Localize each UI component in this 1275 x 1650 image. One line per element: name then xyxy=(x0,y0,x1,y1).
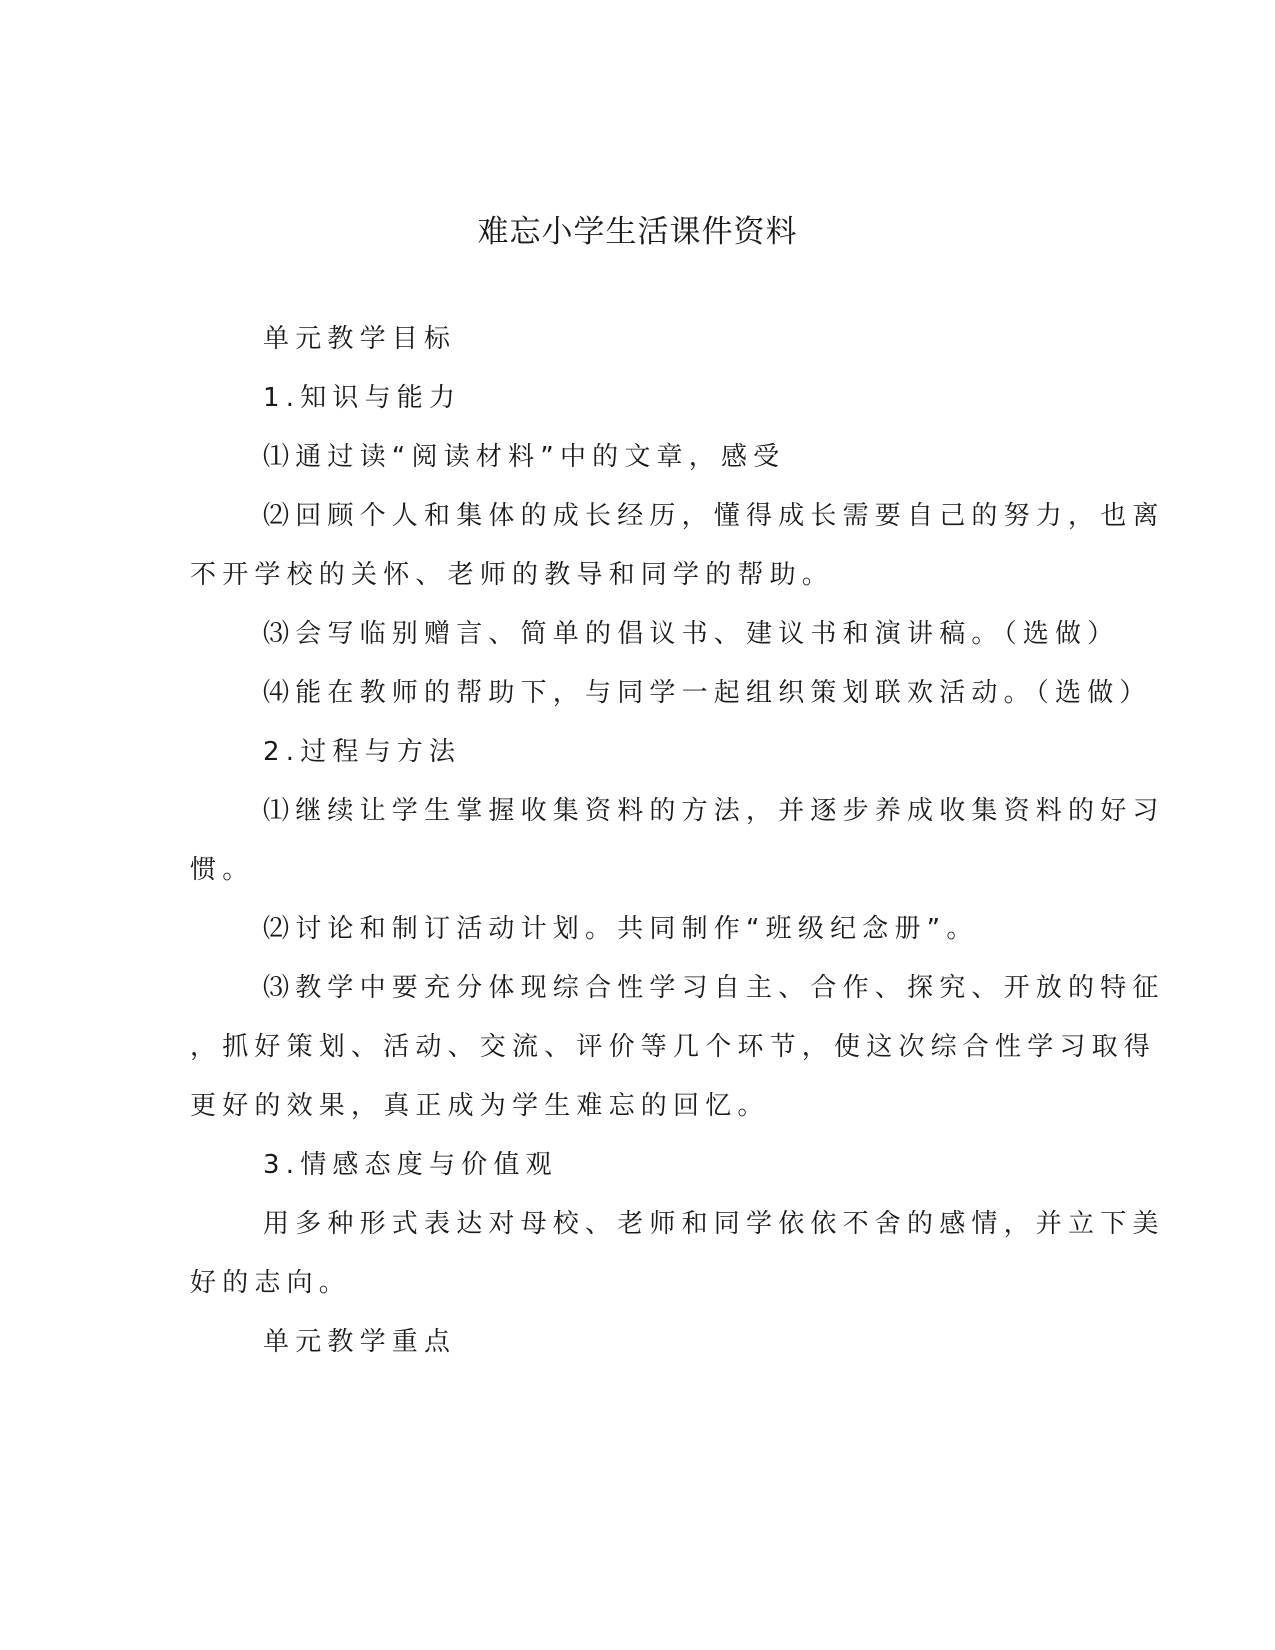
paragraph-line: ⑴继续让学生掌握收集资料的方法，并逐步养成收集资料的好习 xyxy=(263,796,1165,826)
paragraph-line: 更好的效果，真正成为学生难忘的回忆。 xyxy=(190,1091,770,1121)
document-title: 难忘小学生活课件资料 xyxy=(477,214,798,250)
paragraph-line: ⑵回顾个人和集体的成长经历，懂得成长需要自己的努力，也离 xyxy=(263,501,1165,531)
paragraph-line: ⑶教学中要充分体现综合性学习自主、合作、探究、开放的特征 xyxy=(263,973,1165,1003)
paragraph-line: ⑶会写临别赠言、简单的倡议书、建议书和演讲稿。（选做） xyxy=(263,619,1120,649)
heading-unit-focus: 单元教学重点 xyxy=(263,1327,457,1357)
paragraph-line: 好的志向。 xyxy=(190,1268,352,1298)
paragraph-line: ⑴通过读“阅读材料”中的文章，感受 xyxy=(263,442,786,472)
paragraph-line: 用多种形式表达对母校、老师和同学依依不舍的感情，并立下美 xyxy=(263,1209,1165,1239)
paragraph-line: 不开学校的关怀、老师的教导和同学的帮助。 xyxy=(190,560,835,590)
paragraph-line: ，抓好策划、活动、交流、评价等几个环节，使这次综合性学习取得 xyxy=(190,1032,1157,1062)
paragraph-line: ⑵讨论和制订活动计划。共同制作“班级纪念册”。 xyxy=(263,914,979,944)
paragraph-line: ⑷能在教师的帮助下，与同学一起组织策划联欢活动。（选做） xyxy=(263,678,1152,708)
paragraph-line: 惯。 xyxy=(190,855,255,885)
heading-unit-goals: 单元教学目标 xyxy=(263,324,457,354)
subheading-emotion-values: 3.情感态度与价值观 xyxy=(263,1150,558,1180)
subheading-process-method: 2.过程与方法 xyxy=(263,737,462,767)
subheading-knowledge-ability: 1.知识与能力 xyxy=(263,383,462,413)
